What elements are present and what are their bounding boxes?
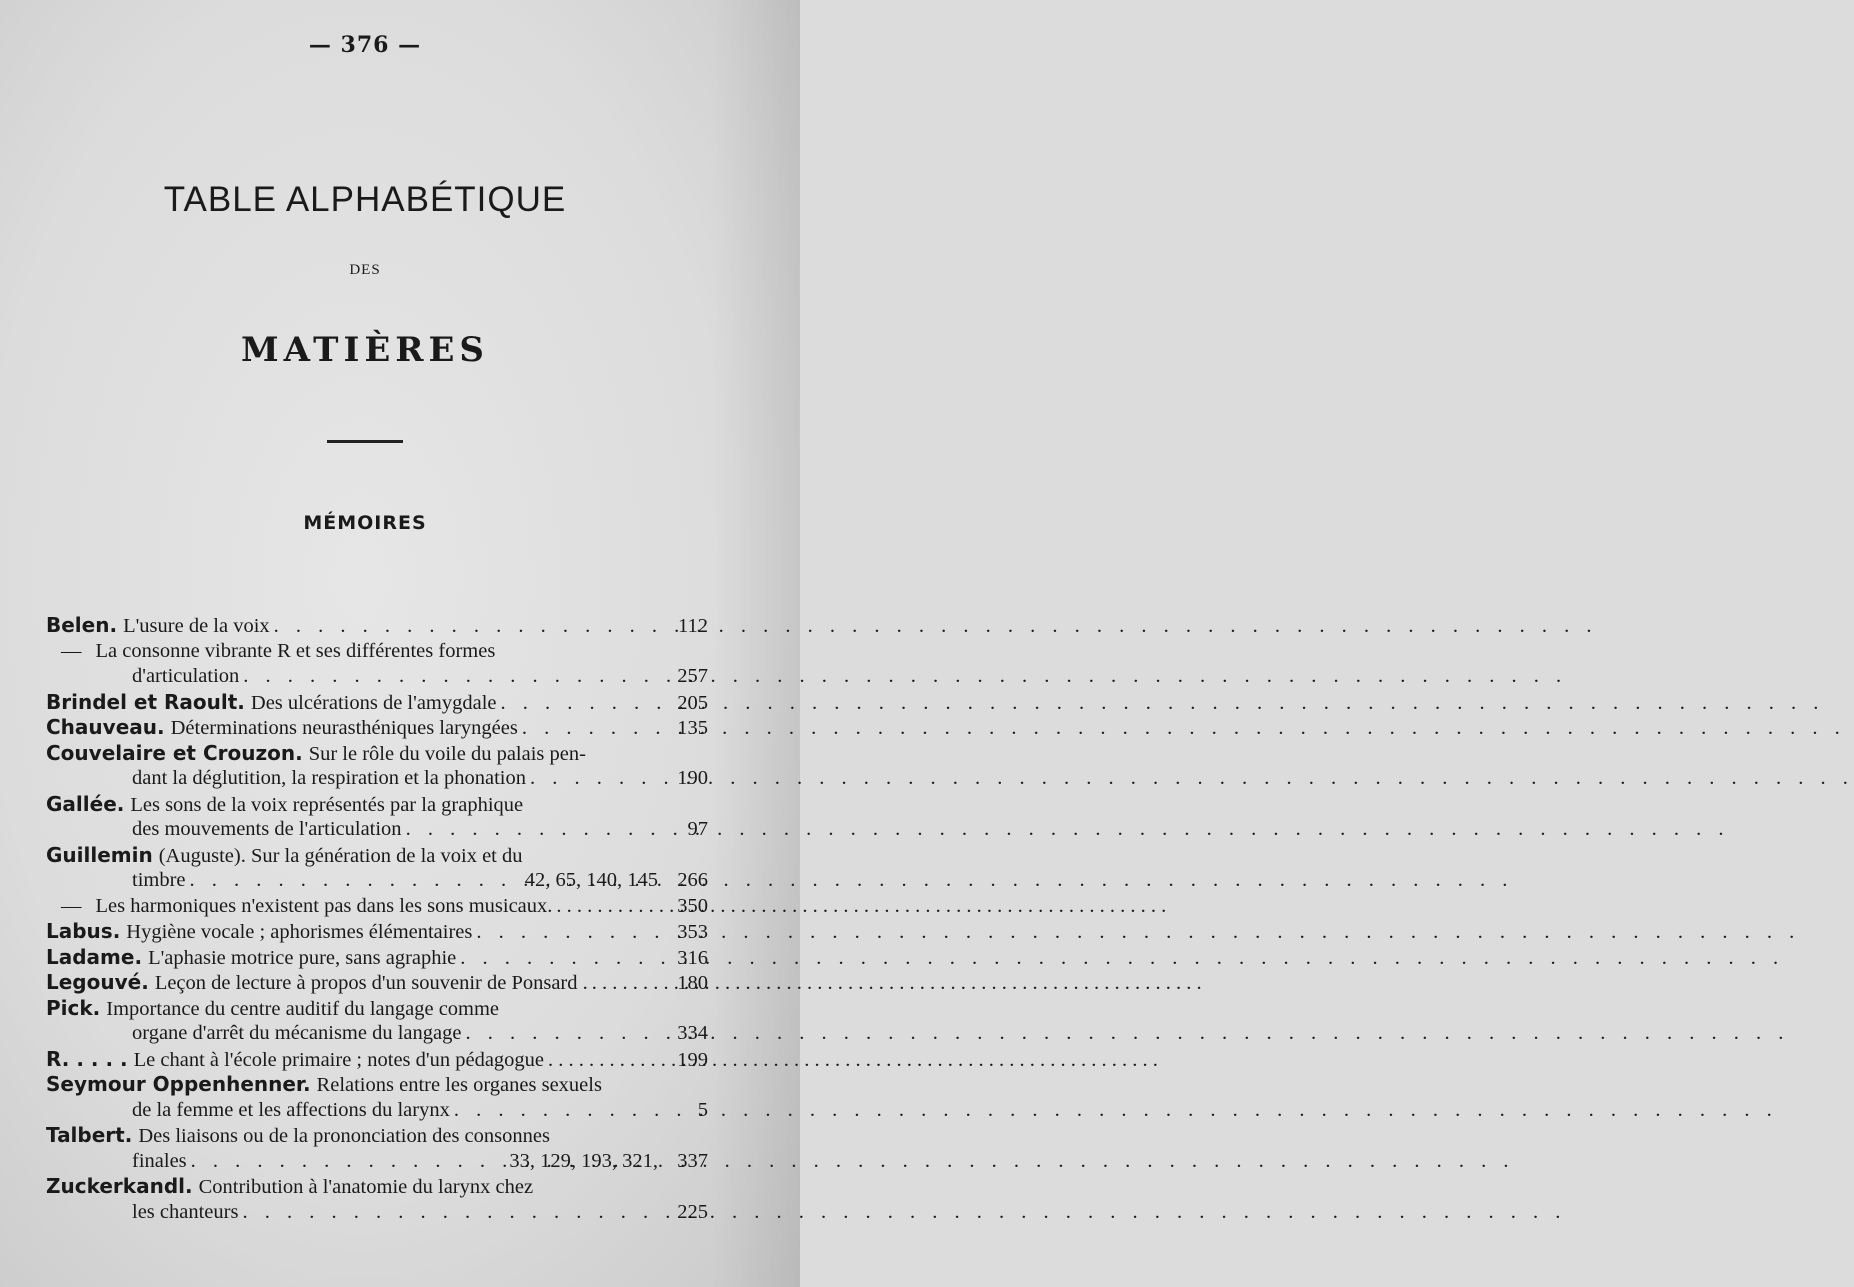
entry-page: 350 [677,894,708,917]
entry-author: Guillemin [46,842,153,867]
dot-leader [402,817,658,843]
entry-page: 135 [677,717,708,739]
entry-title-cont: organe d'arrêt du mécanisme du langage [132,1022,462,1044]
entry-title-cont: timbre [132,869,186,891]
entry-title: Contribution à l'anatomie du larynx chez [198,1176,534,1198]
entry-page: 334 [677,1022,708,1044]
index-entry [46,690,708,716]
entry-author: Pick. [46,995,101,1020]
index-entry [46,1047,708,1073]
index-entry-continuation [46,868,708,894]
dot-leader [472,920,658,946]
entry-page: 266 [677,869,708,891]
entry-author: Brindel et Raoult. [46,689,245,714]
entry-title: Des ulcérations de l'amygdale [250,691,497,714]
entry-author: Belen. [46,613,118,637]
index-entry-continuation [46,1149,708,1175]
entry-page: 199 [677,1048,708,1071]
entry-title: L'aphasie motrice pure, sans agraphie [148,946,457,969]
index-entry [46,1123,708,1149]
entry-page: 316 [677,946,708,969]
entry-author: Seymour Oppenhenner. [46,1072,311,1096]
index-entry [46,894,708,920]
spacer [588,971,658,997]
entry-page: 205 [677,691,708,714]
dot-leader [270,614,658,640]
index-entry [46,741,708,767]
index-entry [46,970,708,996]
dot-leader [456,946,658,972]
index-entry [46,945,708,971]
entry-title: Le chant à l'école primaire ; notes d'un pédagogue [133,1048,545,1071]
entry-title: (Auguste). Sur la génération de la voix et du [158,844,523,867]
index-entry [46,1174,708,1200]
page-number: — 376 — [308,32,422,58]
index-entry [46,996,708,1022]
index-entry [46,639,708,665]
entry-dash: — [61,894,82,917]
spacer [552,894,658,920]
dot-leader [239,664,658,690]
entry-title: Relations entre les organes sexuels [316,1074,602,1096]
entry-page: 5 [697,1098,708,1121]
dot-leader [518,716,658,742]
entry-dash: — [61,639,82,662]
divider-rule [327,440,403,443]
entry-author: Zuckerkandl. [46,1174,193,1198]
entry-title: Hygiène vocale ; aphorismes élémentaires [126,921,473,943]
heading-line-3: MATIÈRES [240,330,489,370]
section-title: MÉMOIRES [303,512,427,534]
entry-author: Gallée. [46,791,125,816]
entry-title: Leçon de lecture à propos d'un souvenir de Ponsard . [154,972,588,994]
entry-author: Couvelaire et Crouzon. [46,740,303,765]
dot-leader [186,868,521,894]
entry-page: 353 [677,921,708,943]
entry-page: 190 [677,767,708,789]
heading-line-2: DES [349,262,381,278]
entry-title: Importance du centre auditif du langage comme [106,997,500,1020]
entry-title: La consonne vibrante R et ses différentes formes [95,639,496,662]
index-entry-continuation [46,1021,708,1047]
index-entry [46,613,708,639]
entry-page: 180 [677,972,708,994]
dot-leader [497,691,658,717]
entry-author: Ladame. [46,944,143,969]
dot-leader [526,766,658,792]
dot-leader [187,1149,506,1175]
index-entries [46,613,708,1225]
entry-page: 257 [677,665,708,687]
dot-leader [238,1200,658,1226]
entry-title: Déterminations neurasthéniques laryngées [170,717,518,739]
entry-title-cont: des mouvements de l'articulation [132,818,402,840]
entry-author: Labus. [46,919,121,943]
entry-author: R. . . . . [46,1046,128,1071]
entry-page: 97 [687,818,708,840]
entry-title-cont: d'articulation [132,665,240,687]
entry-title: Des liaisons ou de la prononciation des consonnes [138,1125,550,1147]
index-entry [46,715,708,741]
index-entry-continuation [46,664,708,690]
entry-title: Les harmoniques n'existent pas dans les sons musicaux. [95,894,553,917]
entry-title-cont: de la femme et les affections du larynx [132,1098,450,1121]
entry-page: 337 [677,1149,708,1172]
entry-title: Sur le rôle du voile du palais pen- [308,742,586,765]
index-entry-continuation [46,817,708,843]
entry-title: L'usure de la voix [123,615,270,637]
entry-author: Talbert. [46,1123,133,1147]
index-entry-continuation [46,1098,708,1124]
dot-leader [450,1098,658,1124]
entry-page: 225 [677,1200,708,1223]
index-entry [46,1072,708,1098]
index-entry [46,843,708,869]
entry-title: Les sons de la voix représentés par la graphique [130,793,524,816]
index-entry-continuation [46,1200,708,1226]
entry-extra-pages: 42, 65, 140, 145 [524,869,658,891]
entry-title-cont: les chanteurs [132,1200,239,1223]
document-page [0,0,800,1287]
index-entry [46,792,708,818]
index-entry-continuation [46,766,708,792]
heading-line-1: TABLE ALPHABÉTIQUE [163,180,567,219]
entry-author: Chauveau. [46,715,165,739]
entry-title-cont: dant la déglutition, la respiration et la phonation [132,767,526,789]
dot-leader [461,1021,658,1047]
entry-author: Legouvé. [46,970,149,994]
index-entry [46,919,708,945]
entry-title-cont: finales [132,1149,187,1172]
entry-extra-pages: 33, 129, 193, 321, [509,1149,658,1172]
spacer [544,1048,658,1074]
entry-page: 112 [678,615,708,637]
